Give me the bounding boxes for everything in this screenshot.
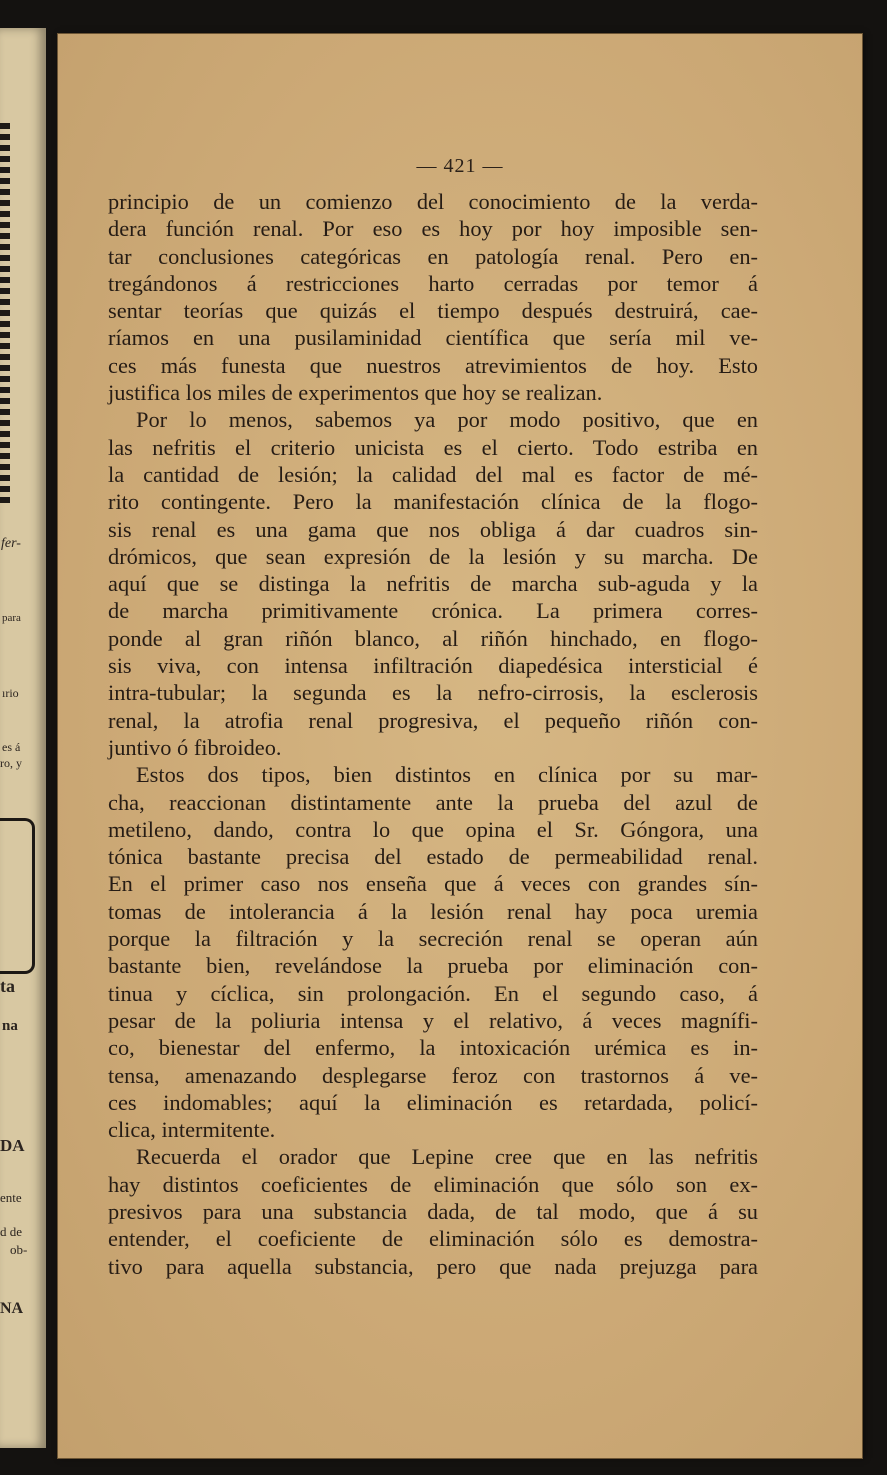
text-line: ces más funesta que nuestros atrevimientos de hoy. Esto (108, 352, 758, 378)
left-page-fragment: para (2, 612, 21, 624)
text-line: rito contingente. Pero la manifestación clínica de la flogo- (108, 489, 758, 515)
left-page-fragment: DA (0, 1136, 25, 1155)
left-page-fragment: ta (0, 976, 15, 996)
text-line: aquí que se distinga la nefritis de marcha sub-aguda y la (108, 571, 758, 597)
paragraph (108, 188, 758, 406)
text-line: juntivo ó fibroideo. (108, 734, 282, 760)
left-page-fragment: es á (2, 740, 21, 754)
ornament-border (0, 123, 10, 503)
text-line: tar conclusiones categóricas en patología renal. Pero en- (108, 243, 758, 269)
text-line: ríamos en una pusilaminidad científica que sería mil ve- (108, 325, 758, 351)
text-line: clica, intermitente. (108, 1117, 276, 1143)
text-line: dera función renal. Por eso es hoy por hoy imposible sen- (108, 216, 758, 242)
text-line: tregándonos á restricciones harto cerradas por temor á (108, 270, 758, 296)
text-line: entender, el coeficiente de eliminación sólo es demostra- (108, 1226, 758, 1252)
text-line: principio de un comienzo del conocimiento de la verda- (108, 189, 758, 214)
text-line: sis renal es una gama que nos obliga á dar cuadros sin- (108, 516, 758, 542)
text-line: pesar de la poliuria intensa y el relativo, á veces magnífi- (108, 1007, 758, 1033)
text-line: hay distintos coeficientes de eliminación que sólo son ex- (108, 1171, 758, 1197)
text-line: las nefritis el criterio unicista es el cierto. Todo estriba en (108, 434, 758, 460)
text-line: cha, reaccionan distintamente ante la prueba del azul de (108, 789, 758, 815)
left-page-fragment: ro, y (0, 756, 22, 770)
text-line: tensa, amenazando desplegarse feroz con trastornos á ve- (108, 1062, 758, 1088)
text-line: tinua y cíclica, sin prolongación. En el segundo caso, á (108, 980, 758, 1006)
text-line: intra-tubular; la segunda es la nefro-cirrosis, la esclerosis (108, 680, 758, 706)
text-line: Recuerda el orador que Lepine cree que en las nefritis (136, 1144, 758, 1170)
page-body-text (108, 188, 758, 1280)
left-page-fragment: d de (0, 1224, 23, 1239)
text-line: co, bienestar del enfermo, la intoxicación urémica es in- (108, 1035, 758, 1061)
text-line: tónica bastante precisa del estado de permeabilidad renal. (108, 844, 758, 870)
left-page-fragment: ırio (2, 686, 19, 700)
text-line: sis viva, con intensa infiltración diapedésica intersticial é (108, 653, 758, 679)
paragraph (108, 406, 758, 761)
ornament-frame (0, 818, 35, 974)
text-line: drómicos, que sean expresión de la lesión y su marcha. De (108, 543, 758, 569)
left-page-fragment: ente (0, 1190, 22, 1205)
text-line: ces indomables; aquí la eliminación es retardada, policí- (108, 1089, 758, 1115)
text-line: presivos para una substancia dada, de tal modo, que á su (108, 1198, 758, 1224)
text-line: metileno, dando, contra lo que opina el Sr. Góngora, una (108, 816, 758, 842)
text-line: justifica los miles de experimentos que hoy se realizan. (108, 380, 603, 406)
text-line: bastante bien, revelándose la prueba por eliminación con- (108, 953, 758, 979)
paragraph (108, 1143, 758, 1279)
page-number: — 421 — (416, 155, 504, 177)
left-page-fragment: na (2, 1018, 18, 1034)
paragraph (108, 761, 758, 1143)
text-line: tomas de intolerancia á la lesión renal hay poca uremia (108, 898, 758, 924)
text-line: ponde al gran riñón blanco, al riñón hinchado, en flogo- (108, 625, 758, 651)
book-page (58, 34, 862, 1458)
text-line: tivo para aquella substancia, pero que nada prejuzga para (108, 1253, 758, 1279)
text-line: Por lo menos, sabemos ya por modo positivo, que en (136, 407, 758, 433)
adjacent-page-edge (0, 28, 46, 1448)
text-line: de marcha primitivamente crónica. La primera corres- (108, 598, 758, 624)
text-line: renal, la atrofia renal progresiva, el pequeño riñón con- (108, 707, 758, 733)
text-line: sentar teorías que quizás el tiempo después destruirá, cae- (108, 298, 758, 324)
text-line: En el primer caso nos enseña que á veces con grandes sín- (108, 871, 758, 897)
left-page-fragment: ob- (10, 1242, 28, 1257)
left-page-fragment: fer- (1, 536, 21, 551)
left-page-fragment: NA (0, 1300, 24, 1317)
text-line: la cantidad de lesión; la calidad del mal es factor de mé- (108, 461, 758, 487)
text-line: Estos dos tipos, bien distintos en clínica por su mar- (136, 762, 758, 788)
text-line: porque la filtración y la secreción renal se operan aún (108, 926, 758, 952)
